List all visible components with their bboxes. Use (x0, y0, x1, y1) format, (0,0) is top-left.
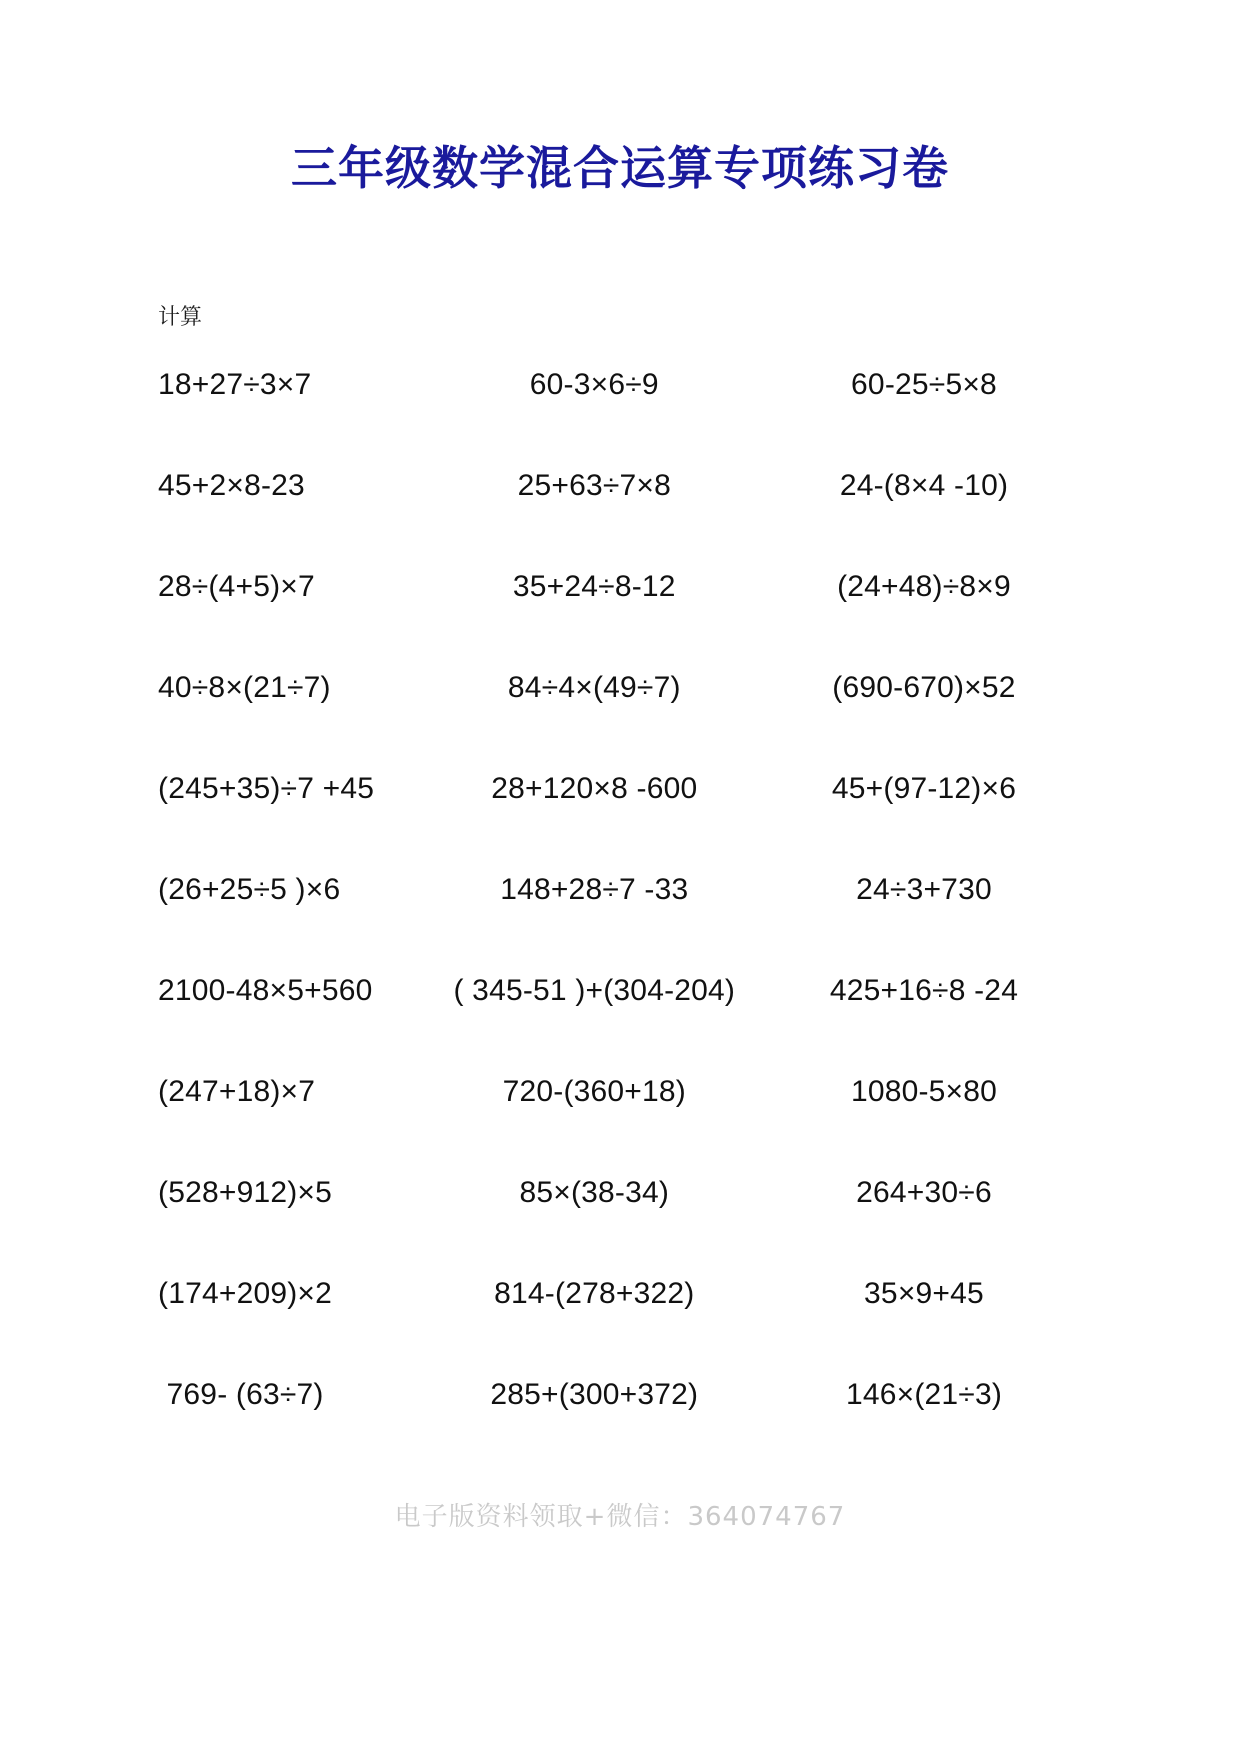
table-row (150, 974, 1100, 1075)
problem-item: 45+2×8-23 (158, 469, 305, 502)
watermark-text: 电子版资料领取+微信：364074767 (394, 1502, 846, 1532)
problem-item: 24÷3+730 (856, 873, 992, 906)
problem-item: (24+48)÷8×9 (837, 570, 1011, 603)
problem-item: 148+28÷7 -33 (500, 873, 689, 906)
section-label-calculate: 计算 (158, 305, 203, 330)
problem-item: (690-670)×52 (832, 671, 1016, 704)
table-row (150, 671, 1100, 772)
problem-item: 18+27÷3×7 (158, 368, 312, 401)
table-row (150, 1277, 1100, 1378)
problem-item: 25+63÷7×8 (517, 469, 671, 502)
problem-item: ( 345-51 )+(304-204) (453, 974, 736, 1007)
problem-item: 24-(8×4 -10) (839, 469, 1009, 502)
problem-item: 85×(38-34) (519, 1176, 670, 1209)
problem-item: 720-(360+18) (502, 1075, 686, 1108)
problem-item: 146×(21÷3) (845, 1378, 1003, 1411)
problem-item: 35+24÷8-12 (512, 570, 676, 603)
problem-item: 425+16÷8 -24 (829, 974, 1019, 1007)
problem-item: 285+(300+372) (490, 1378, 699, 1411)
problem-item: (245+35)÷7 +45 (158, 772, 375, 805)
table-row (150, 368, 1100, 469)
problem-item: 60-25÷5×8 (851, 368, 997, 401)
table-row (150, 1075, 1100, 1176)
table-row (150, 570, 1100, 671)
problem-item: 28+120×8 -600 (491, 772, 698, 805)
table-row (150, 469, 1100, 570)
table-row (150, 873, 1100, 974)
problem-item: (26+25÷5 )×6 (158, 873, 341, 906)
problem-item: 28÷(4+5)×7 (158, 570, 315, 603)
problem-grid (150, 368, 1100, 1479)
problem-item: 769- (63÷7) (158, 1378, 324, 1411)
table-row (150, 1176, 1100, 1277)
problem-item: (247+18)×7 (158, 1075, 316, 1108)
problem-item: (174+209)×2 (158, 1277, 333, 1310)
problem-item: 264+30÷6 (856, 1176, 992, 1209)
problem-item: 45+(97-12)×6 (831, 772, 1017, 805)
problem-item: 2100-48×5+560 (158, 974, 373, 1007)
problem-item: 40÷8×(21÷7) (158, 671, 331, 704)
problem-item: 35×9+45 (864, 1277, 984, 1310)
problem-item: 814-(278+322) (494, 1277, 695, 1310)
page-title: 三年级数学混合运算专项练习卷 (291, 141, 949, 195)
problem-item: 84÷4×(49÷7) (507, 671, 681, 704)
problem-item: 60-3×6÷9 (529, 368, 659, 401)
table-row (150, 772, 1100, 873)
problem-item: (528+912)×5 (158, 1176, 333, 1209)
problem-item: 1080-5×80 (850, 1075, 998, 1108)
table-row (150, 1378, 1100, 1479)
